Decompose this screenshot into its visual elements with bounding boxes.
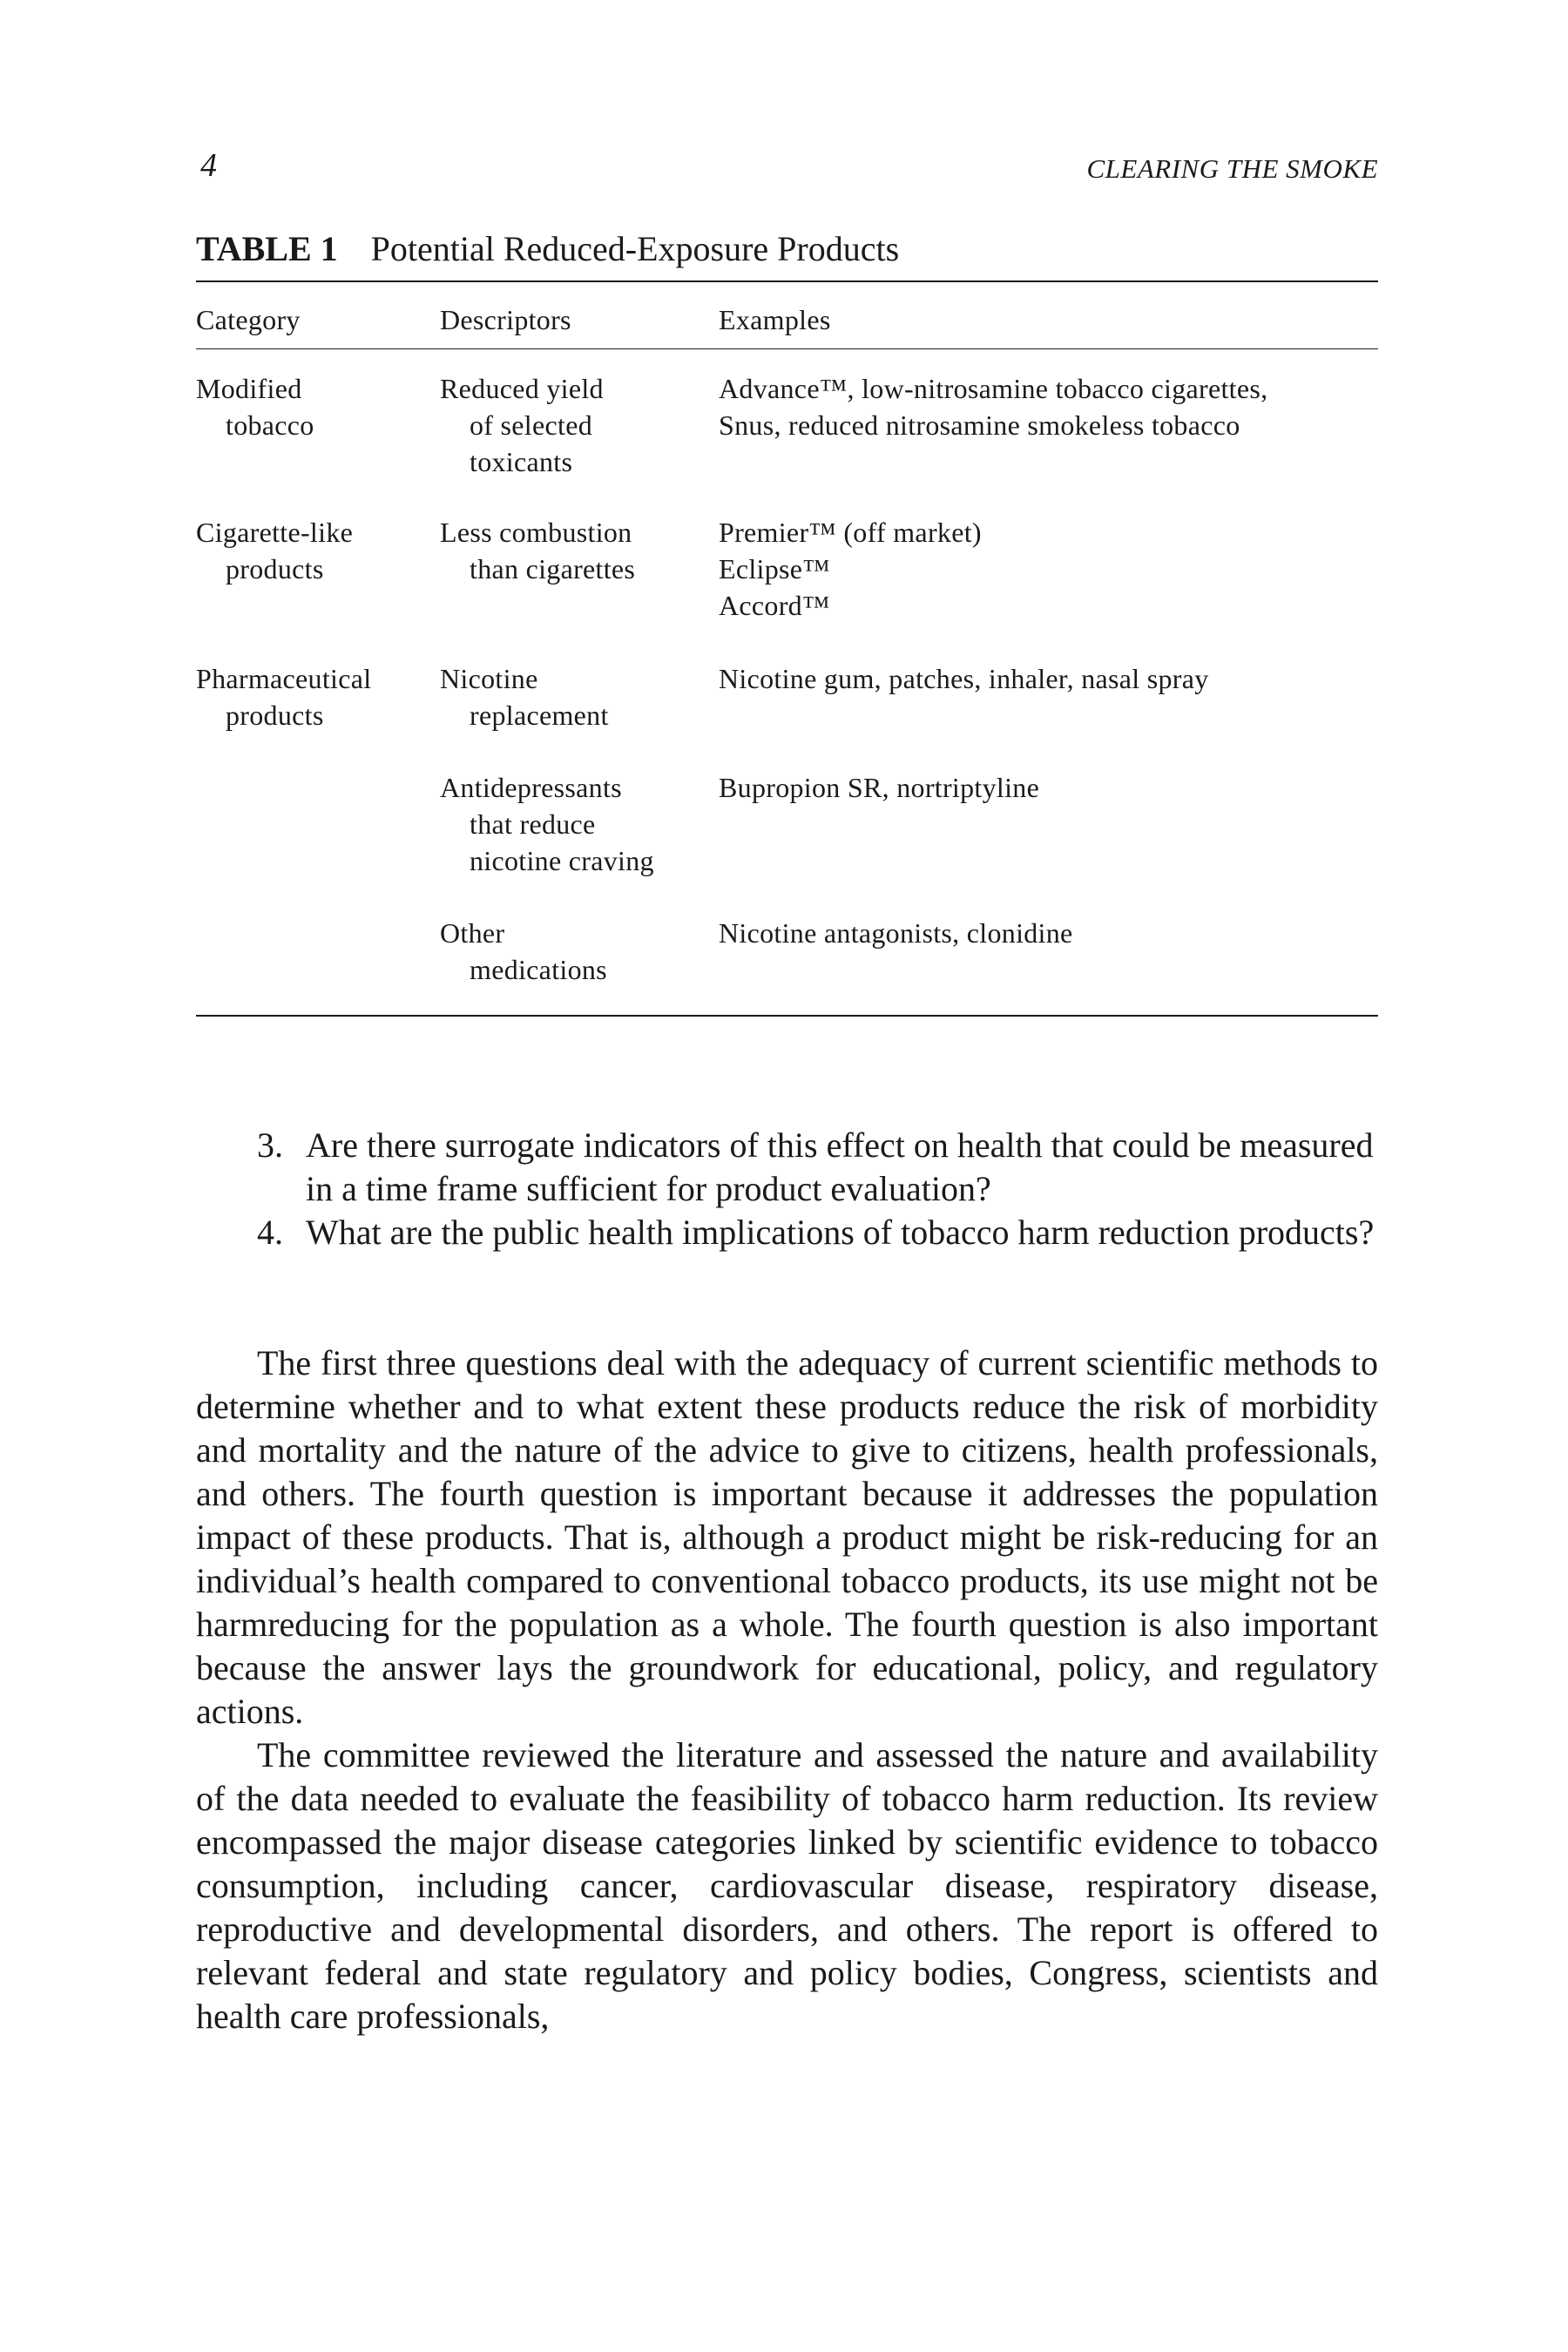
list-item-number: 3.	[257, 1125, 283, 1165]
table-cell-descriptor: Reduced yield of selected toxicants	[440, 373, 604, 477]
page-number: 4	[200, 147, 217, 184]
table-label: TABLE 1	[196, 229, 338, 268]
list-item	[257, 1124, 1378, 1211]
table-title: Potential Reduced-Exposure Products	[370, 229, 900, 268]
table-cell-examples: Premier™ (off market) Eclipse™ Accord™	[719, 517, 982, 621]
list-item	[257, 1211, 1378, 1254]
table-top-rule	[196, 280, 1378, 282]
table-caption	[196, 228, 899, 269]
column-header-examples: Examples	[719, 304, 831, 335]
table-cell-category: Cigarette-like products	[196, 517, 354, 585]
table-cell-category: Pharmaceutical products	[196, 663, 372, 731]
table-cell-descriptor: Antidepressants that reduce nicotine craving	[440, 772, 654, 876]
document-page	[196, 0, 1378, 2352]
list-item-number: 4.	[257, 1213, 283, 1252]
running-title: CLEARING THE SMOKE	[1086, 153, 1378, 184]
table-cell-descriptor: Less combustion than cigarettes	[440, 517, 636, 585]
body-text	[196, 1342, 1378, 2038]
table-cell-examples: Nicotine antagonists, clonidine	[719, 917, 1073, 949]
table-header-rule	[196, 348, 1378, 349]
running-header	[196, 146, 1378, 190]
column-header-category: Category	[196, 304, 301, 335]
table-bottom-rule	[196, 1015, 1378, 1017]
table-cell-descriptor: Nicotine replacement	[440, 663, 609, 731]
table-cell-category: Modified tobacco	[196, 373, 314, 441]
column-header-descriptors: Descriptors	[440, 304, 571, 335]
body-paragraph: The committee reviewed the literature and assessed the nature and availability of the data needed to evaluate the feasibility of tobacco harm reduction. Its review encompassed the major disease categories linked by scientific evidence to tobacco consumption, including cancer, cardiovascular disease, respiratory disease, reproductive and developmental disorders, and others. The report is offered to relevant federal and state regulatory and policy bodies, Congress, scientists and health care professionals,	[196, 1735, 1378, 2036]
question-list	[257, 1124, 1378, 1254]
body-paragraph: The first three questions deal with the adequacy of current scientific methods to determine whether and to what extent these products reduce the risk of morbidity and mortality and the nature of the advice to give to citizens, health professionals, and others. The fourth question is important because it addresses the population impact of these products. That is, although a product might be risk-reducing for an individual’s health compared to conventional tobacco products, its use might not be harmreducing for the population as a whole. The fourth question is also important because the answer lays the groundwork for educational, policy, and regulatory actions.	[196, 1343, 1378, 1731]
table-cell-examples: Bupropion SR, nortriptyline	[719, 772, 1040, 803]
list-item-text: What are the public health implications of tobacco harm reduction products?	[306, 1213, 1375, 1252]
table-cell-descriptor: Other medications	[440, 917, 607, 985]
table-cell-examples: Advance™, low-nitrosamine tobacco cigarettes, Snus, reduced nitrosamine smokeless tobacco	[719, 373, 1268, 441]
table-cell-examples: Nicotine gum, patches, inhaler, nasal spray	[719, 663, 1209, 694]
list-item-text: Are there surrogate indicators of this effect on health that could be measured in a time frame sufficient for product evaluation?	[306, 1125, 1374, 1208]
